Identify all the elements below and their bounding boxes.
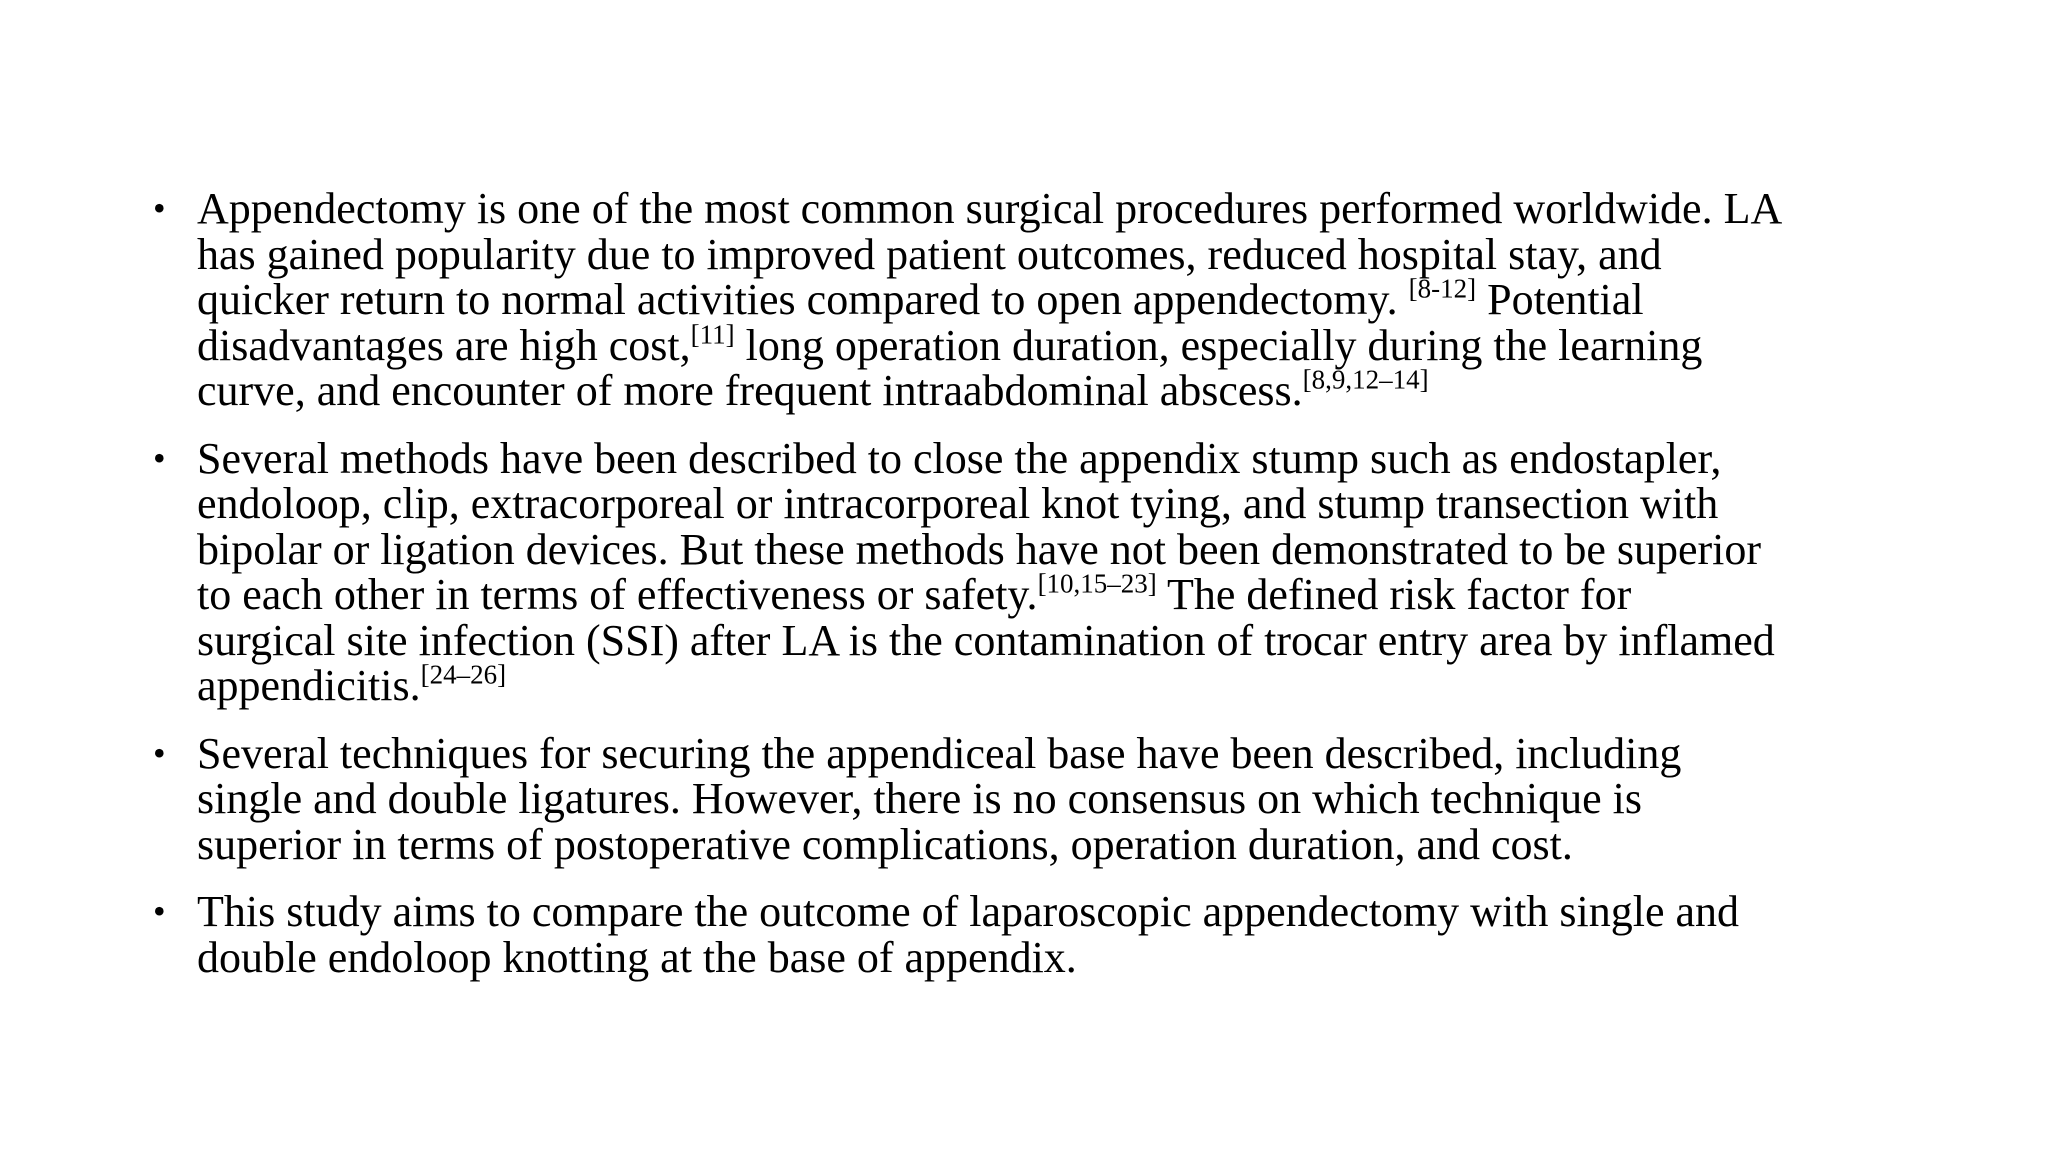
bullet-point xyxy=(150,889,1910,980)
text-line xyxy=(197,273,1910,324)
citation-reference: [8,9,12–14] xyxy=(1302,364,1429,395)
text-segment: surgical site infection (SSI) after LA is the contamination of trocar entry area by inflamed xyxy=(197,615,1775,665)
text-segment: appendicitis. xyxy=(197,661,421,710)
text-segment: bipolar or ligation devices. But these methods have not been demonstrated to be superior xyxy=(197,524,1762,574)
text-segment: superior in terms of postoperative complications, operation duration, and cost. xyxy=(197,819,1573,869)
text-segment: single and double ligatures. However, there is no consensus on which technique is xyxy=(197,774,1643,823)
text-line xyxy=(197,364,1910,415)
text-segment: has gained popularity due to improved patient outcomes, reduced hospital stay, and xyxy=(197,229,1662,279)
bullet-marker: • xyxy=(153,437,166,478)
text-segment: Appendectomy is one of the most common surgical procedures performed worldwide. LA xyxy=(197,184,1783,233)
citation-reference: [24–26] xyxy=(420,659,507,690)
text-line xyxy=(197,659,1910,710)
text-segment: Several techniques for securing the appendiceal base have been described, including xyxy=(197,728,1682,778)
citation-reference: [11] xyxy=(690,318,735,349)
bullet-marker: • xyxy=(153,891,166,931)
citation-reference: [8-12] xyxy=(1408,273,1477,304)
text-line xyxy=(197,932,1910,982)
text-segment: This study aims to compare the outcome of laparoscopic appendectomy with single and xyxy=(197,887,1740,936)
bullet-marker: • xyxy=(153,188,166,228)
text-line xyxy=(197,186,1910,232)
text-line xyxy=(197,433,1910,483)
text-line xyxy=(197,318,1910,370)
text-segment: to each other in terms of effectiveness or safety. xyxy=(197,570,1038,619)
text-line xyxy=(197,776,1910,822)
text-line xyxy=(197,728,1910,778)
text-line xyxy=(197,481,1910,527)
bullet-point xyxy=(150,433,1910,710)
text-segment: quicker return to normal activities compared to open appendectomy. xyxy=(197,275,1409,324)
text-line xyxy=(197,524,1910,574)
text-segment: The defined risk factor for xyxy=(1156,570,1632,619)
text-segment: long operation duration, especially during the learning xyxy=(734,320,1703,370)
text-line xyxy=(197,819,1910,869)
text-segment: endoloop, clip, extracorporeal or intracorporeal knot tying, and stump transection with xyxy=(197,479,1719,528)
bullet-marker: • xyxy=(153,732,166,773)
text-line xyxy=(197,229,1910,279)
text-segment: double endoloop knotting at the base of appendix. xyxy=(197,932,1077,982)
bullet-list xyxy=(150,186,1910,1002)
text-segment: curve, and encounter of more frequent intraabdominal abscess. xyxy=(197,366,1303,415)
text-segment: disadvantages are high cost, xyxy=(197,320,691,370)
text-line xyxy=(197,615,1910,665)
text-segment: Several methods have been described to close the appendix stump such as endostapler, xyxy=(197,433,1722,483)
text-segment: Potential xyxy=(1476,275,1644,324)
bullet-point xyxy=(150,186,1910,414)
text-line xyxy=(197,889,1910,935)
citation-reference: [10,15–23] xyxy=(1037,568,1157,599)
text-line xyxy=(197,568,1910,619)
bullet-point xyxy=(150,728,1910,869)
